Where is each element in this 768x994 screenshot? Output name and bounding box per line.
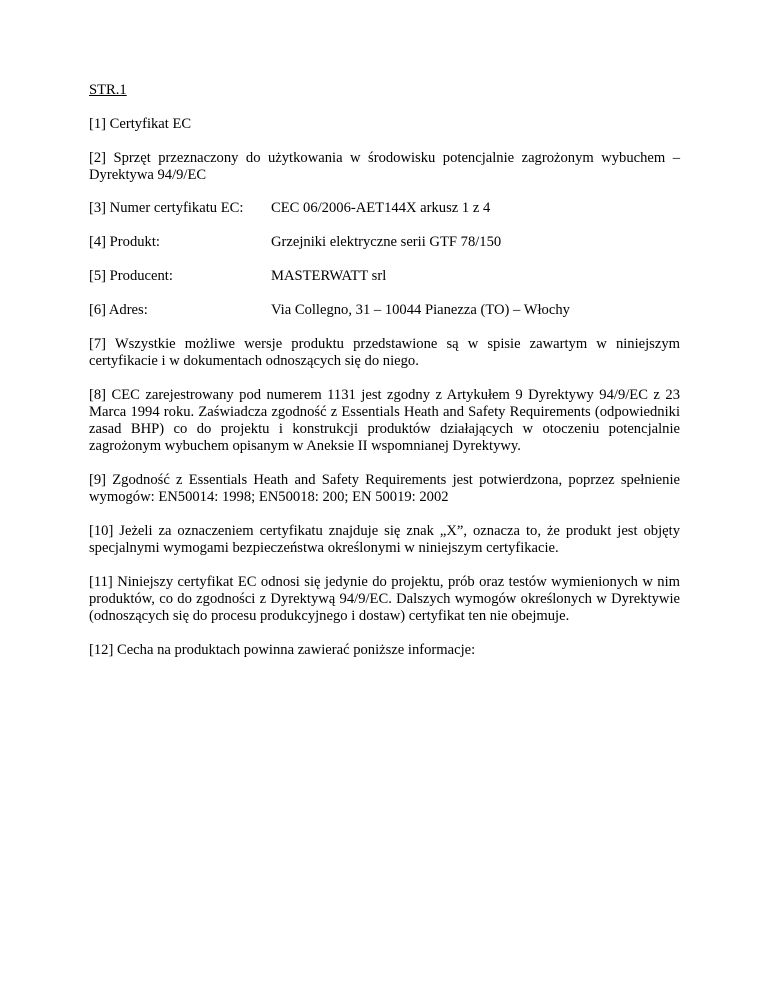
paragraph-1-certificate-title: [1] Certyfikat EC (89, 116, 192, 132)
paragraph-9-compliance: [9] Zgodność z Essentials Heath and Safety Requirements jest potwierdzona, poprzez spełnienie wymogów: EN50014: 1998; EN50018: 200; EN 50019: 2002 (89, 472, 680, 505)
field-label: [3] Numer certyfikatu EC: (89, 200, 244, 216)
field-row-certificate-number (89, 200, 680, 217)
paragraph-8-registration: [8] CEC zarejestrowany pod numerem 1131 jest zgodny z Artykułem 9 Dyrektywy 94/9/EC z 23 Marca 1994 roku. Zaświadcza zgodność z Essentials Heath and Safety Requirements (odpowiedniki zasad BHP) co do projektu i konstrukcji produktów działających w otoczeniu potencjalnie zagrożonym wybuchem opisanym w Aneksie II wspomnianej Dyrektywy. (89, 387, 680, 454)
paragraph-7-versions: [7] Wszystkie możliwe wersje produktu przedstawione są w spisie zawartym w niniejszym certyfikacie i w dokumentach odnoszących się do niego. (89, 336, 680, 369)
field-label: [6] Adres: (89, 302, 148, 318)
field-value: CEC 06/2006-AET144X arkusz 1 z 4 (271, 200, 491, 216)
paragraph-10-x-mark: [10] Jeżeli za oznaczeniem certyfikatu znajduje się znak „X”, oznacza to, że produkt jest objęty specjalnymi wymogami bezpieczeństwa określonymi w niniejszym certyfikacie. (89, 523, 680, 556)
field-row-address (89, 302, 680, 319)
field-label: [5] Producent: (89, 268, 173, 284)
paragraph-11-scope: [11] Niniejszy certyfikat EC odnosi się jedynie do projektu, prób oraz testów wymienionych w nim produktów, co do zgodności z Dyrektywą 94/9/EC. Dalszych wymogów określonych w Dyrektywie (odnoszących się do procesu produkcyjnego i dostaw) certyfikat ten nie obejmuje. (89, 574, 680, 624)
field-value: Grzejniki elektryczne serii GTF 78/150 (271, 234, 502, 250)
document-page (89, 82, 680, 676)
paragraph-12-marking: [12] Cecha na produktach powinna zawierać poniższe informacje: (89, 642, 476, 658)
field-value: Via Collegno, 31 – 10044 Pianezza (TO) – Włochy (271, 302, 570, 318)
paragraph-2-equipment-directive: [2] Sprzęt przeznaczony do użytkowania w środowisku potencjalnie zagrożonym wybuchem – Dyrektywa 94/9/EC (89, 150, 680, 183)
field-value: MASTERWATT srl (271, 268, 387, 284)
page-label: STR.1 (89, 82, 127, 98)
field-row-product (89, 234, 680, 251)
field-label: [4] Produkt: (89, 234, 160, 250)
field-row-manufacturer (89, 268, 680, 285)
